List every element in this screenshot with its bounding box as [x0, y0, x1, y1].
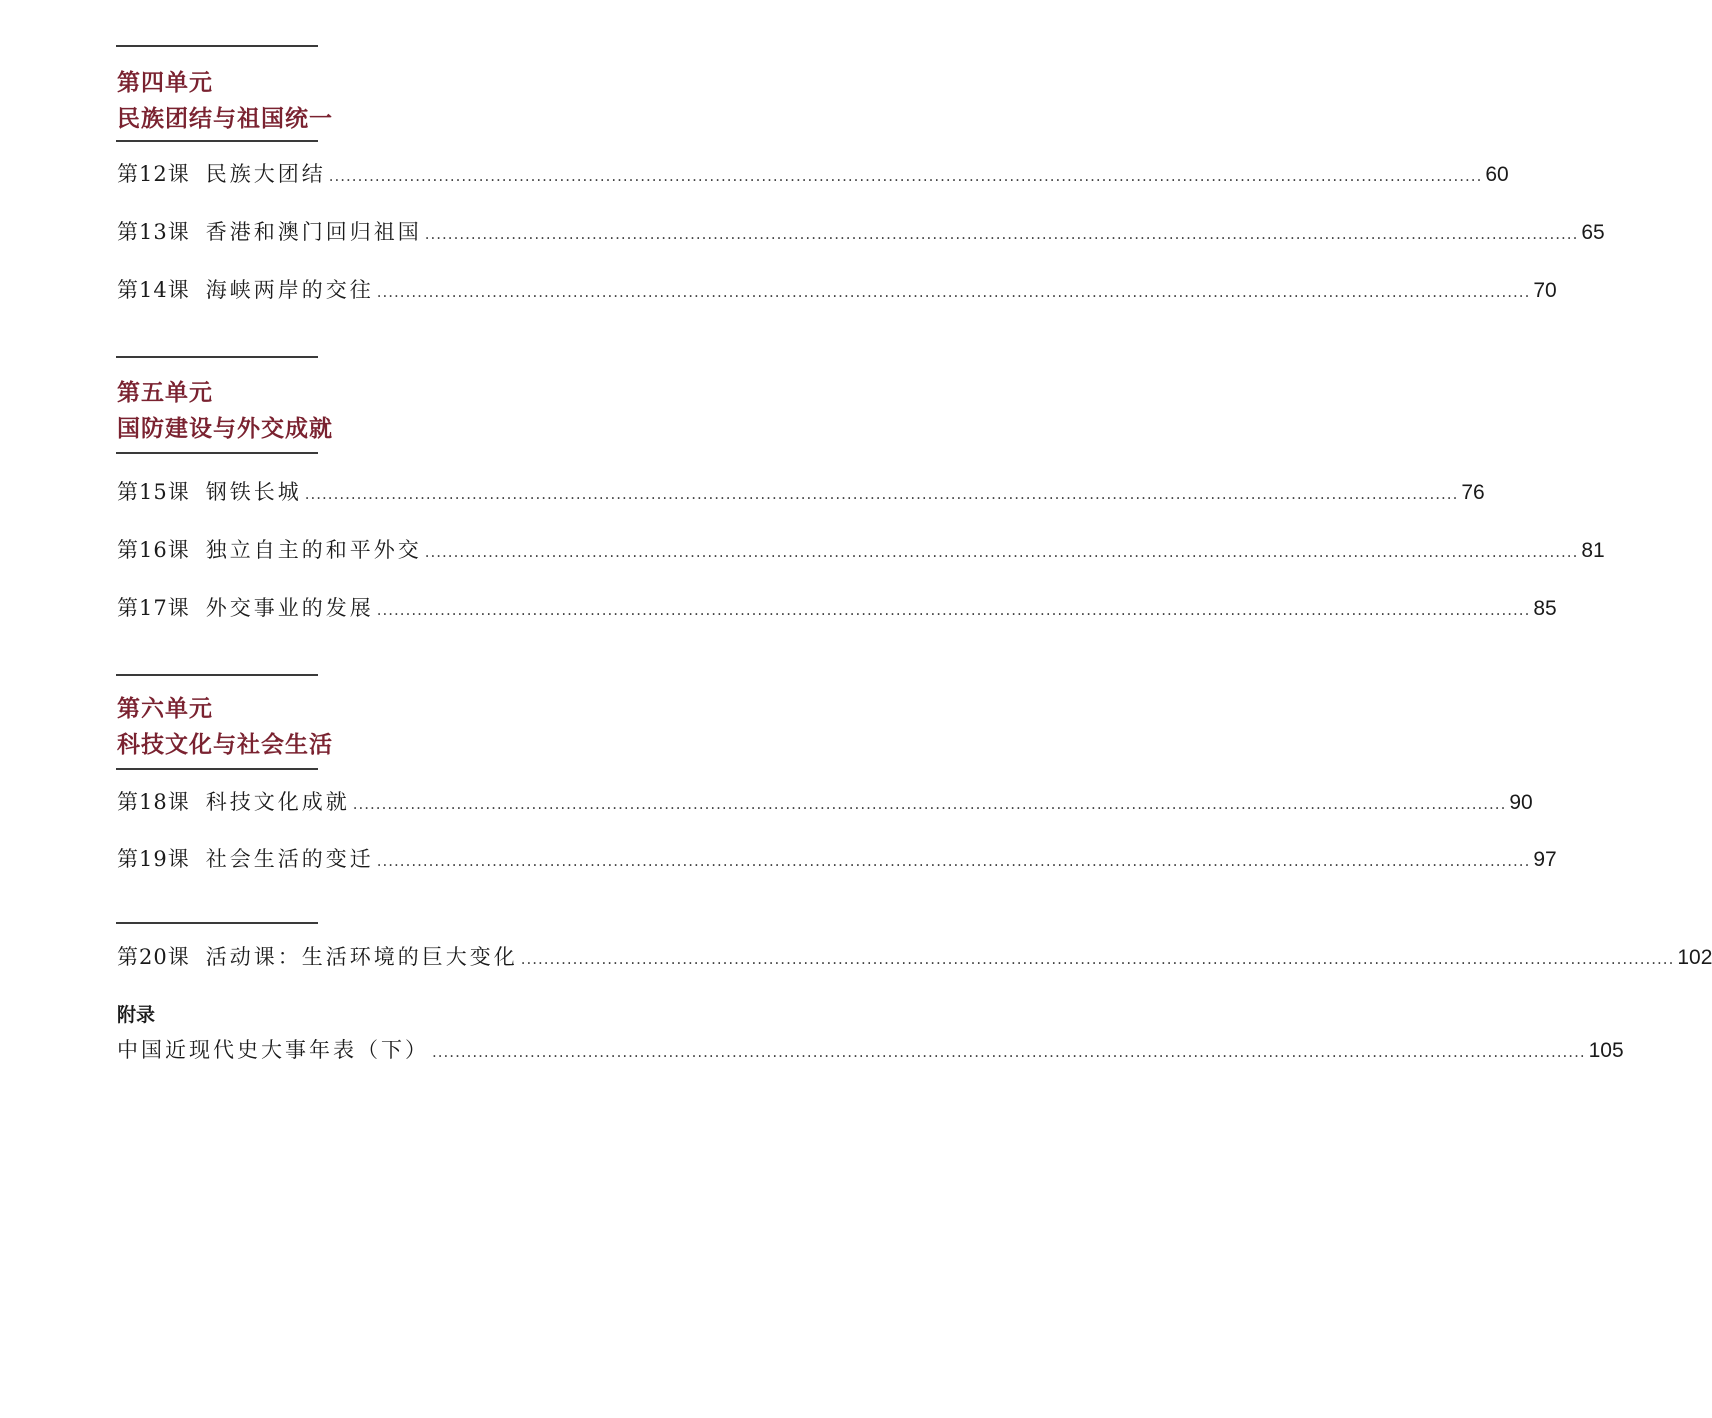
toc-entry[interactable] [117, 534, 1605, 564]
toc-entry[interactable] [117, 1034, 1624, 1064]
unit-title-underline [116, 452, 318, 454]
lesson-number: 第20课 [117, 945, 190, 969]
section-divider [116, 674, 318, 676]
lesson-title: 香港和澳门回归祖国 [205, 220, 422, 244]
unit-title: 民族团结与祖国统一 [117, 105, 333, 132]
section-divider [116, 45, 318, 47]
dot-leader: ........................................................................................................................................................................................................ [424, 543, 1579, 561]
lesson-title: 社会生活的变迁 [205, 847, 374, 871]
lesson-number: 第17课 [117, 596, 190, 620]
unit-title-underline [116, 768, 318, 770]
toc-entry[interactable] [117, 786, 1533, 816]
dot-leader: ........................................................................................................................................................................................................ [424, 225, 1579, 243]
unit-number: 第四单元 [117, 69, 213, 96]
unit-title: 科技文化与社会生活 [117, 731, 333, 758]
lesson-title: 海峡两岸的交往 [205, 278, 374, 302]
lesson-number: 第13课 [117, 220, 190, 244]
toc-entry[interactable] [117, 476, 1485, 506]
dot-leader: ........................................................................................................................................................................................................ [432, 1043, 1586, 1061]
dot-leader: ........................................................................................................................................................................................................ [520, 950, 1675, 968]
lesson-title: 独立自主的和平外交 [205, 538, 422, 562]
page-number: 76 [1461, 481, 1485, 504]
page-number: 90 [1509, 791, 1533, 814]
lesson-title: 科技文化成就 [205, 790, 350, 814]
page-number: 97 [1533, 848, 1557, 871]
unit-title-underline [116, 140, 318, 142]
dot-leader: ........................................................................................................................................................................................................ [328, 167, 1483, 185]
section-divider [116, 356, 318, 358]
dot-leader: ........................................................................................................................................................................................................ [304, 485, 1459, 503]
lesson-number: 第12课 [117, 162, 190, 186]
dot-leader: ........................................................................................................................................................................................................ [376, 852, 1531, 870]
lesson-title: 钢铁长城 [205, 480, 302, 504]
page-number: 60 [1485, 163, 1509, 186]
page-number: 70 [1533, 279, 1557, 302]
page-number: 105 [1588, 1039, 1624, 1062]
dot-leader: ........................................................................................................................................................................................................ [376, 283, 1531, 301]
dot-leader: ........................................................................................................................................................................................................ [376, 601, 1531, 619]
toc-entry[interactable] [117, 592, 1557, 622]
lesson-number: 第14课 [117, 278, 190, 302]
page-number: 65 [1581, 221, 1605, 244]
toc-entry[interactable] [117, 843, 1557, 873]
lesson-number: 第19课 [117, 847, 190, 871]
toc-entry[interactable] [117, 274, 1557, 304]
lesson-number: 第16课 [117, 538, 190, 562]
toc-entry[interactable] [117, 216, 1605, 246]
page-number: 85 [1533, 597, 1557, 620]
section-divider [116, 922, 318, 924]
appendix-heading: 附录 [117, 1004, 156, 1026]
lesson-number: 第18课 [117, 790, 190, 814]
unit-number: 第六单元 [117, 695, 213, 722]
appendix-title: 中国近现代史大事年表（下） [117, 1038, 429, 1062]
page-number: 81 [1581, 539, 1605, 562]
page-number: 102 [1677, 946, 1712, 969]
lesson-title: 活动课：生活环境的巨大变化 [205, 945, 518, 969]
dot-leader: ........................................................................................................................................................................................................ [352, 795, 1507, 813]
lesson-number: 第15课 [117, 480, 190, 504]
unit-title: 国防建设与外交成就 [117, 415, 333, 442]
toc-entry[interactable] [117, 941, 1712, 971]
lesson-title: 民族大团结 [205, 162, 326, 186]
lesson-title: 外交事业的发展 [205, 596, 374, 620]
toc-entry[interactable] [117, 158, 1509, 188]
unit-number: 第五单元 [117, 379, 213, 406]
